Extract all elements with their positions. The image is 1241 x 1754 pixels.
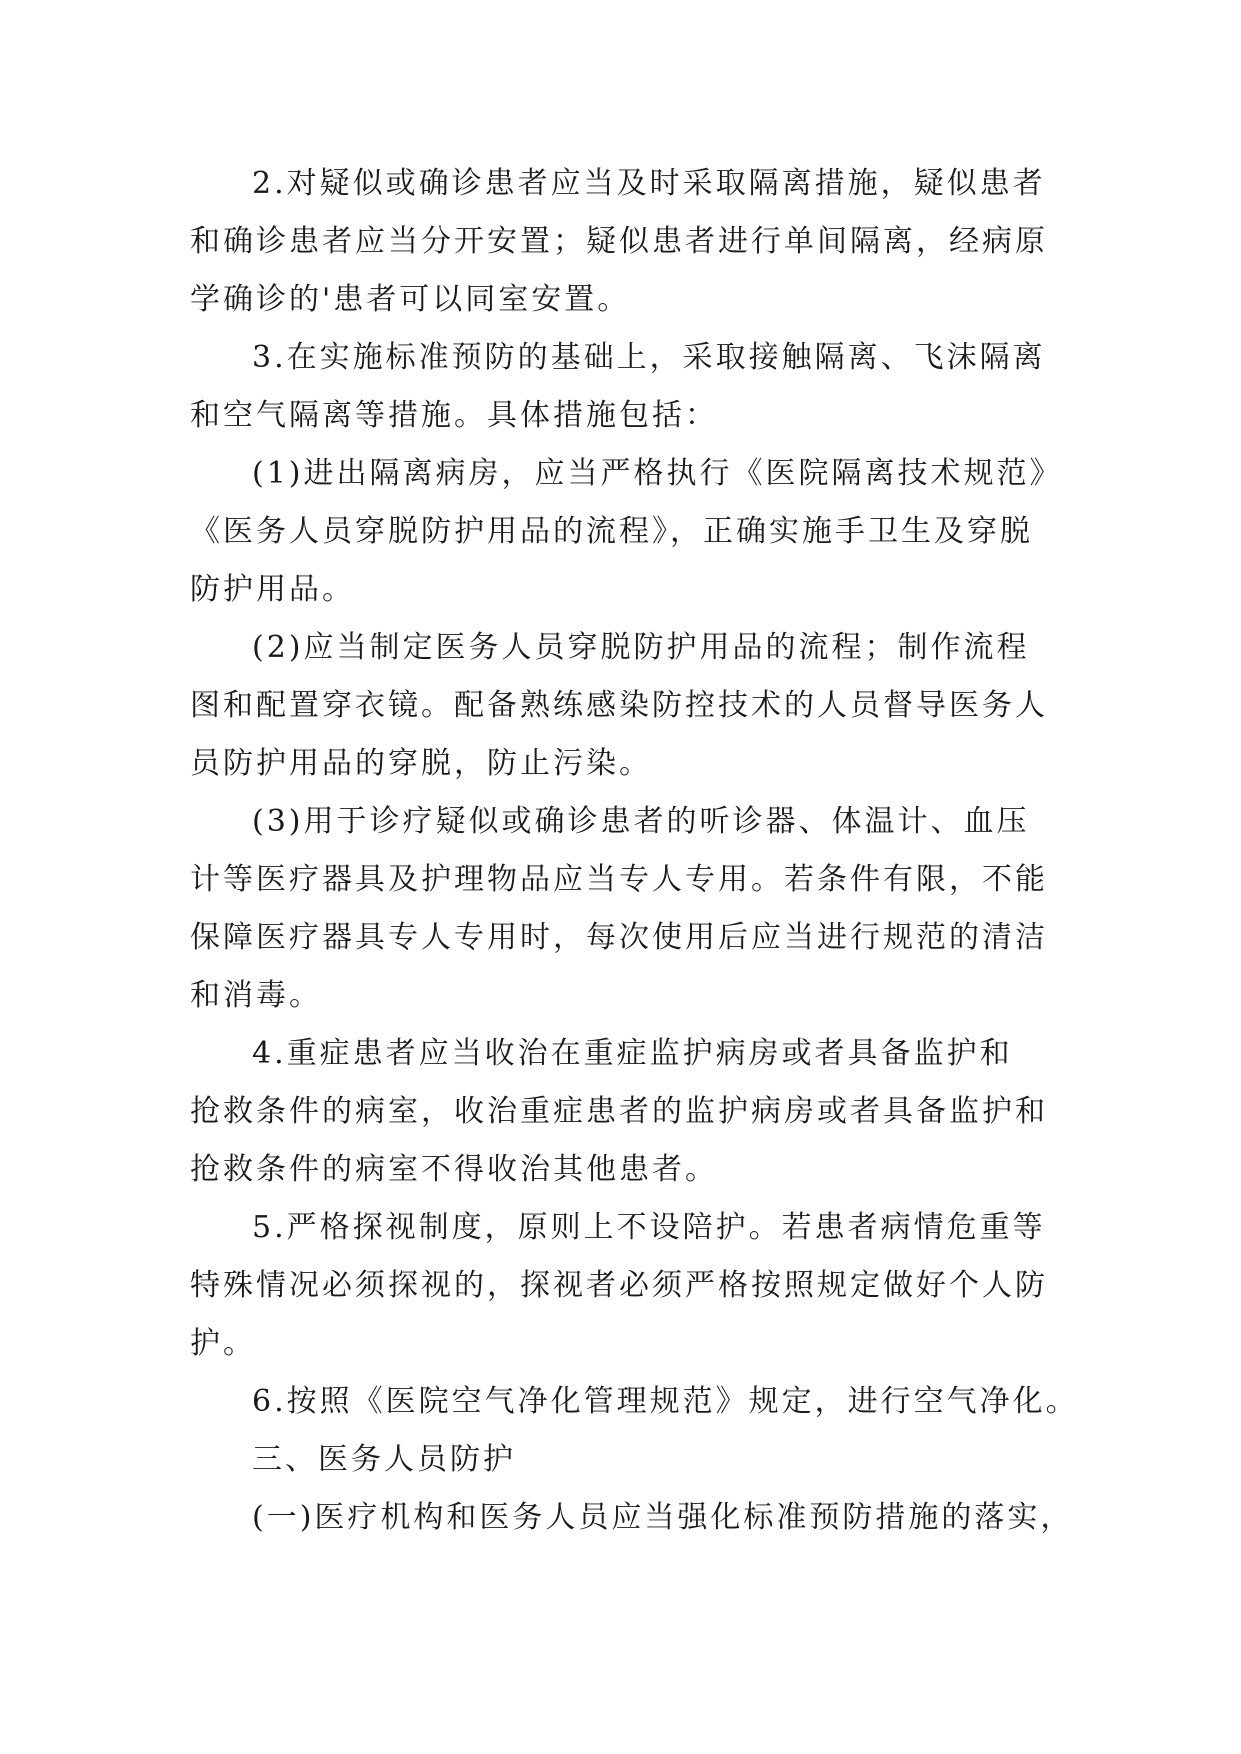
text-line: 5.严格探视制度，原则上不设陪护。若患者病情危重等 — [252, 1210, 1046, 1245]
text-line: (2)应当制定医务人员穿脱防护用品的流程；制作流程 — [252, 630, 1030, 665]
paragraph-item-3 — [190, 329, 1110, 445]
text-line: 抢救条件的病室不得收治其他患者。 — [190, 1152, 718, 1187]
section-heading — [190, 1431, 1110, 1489]
text-line: 和空气隔离等措施。具体措施包括： — [190, 398, 718, 433]
text-line: 学确诊的'患者可以同室安置。 — [190, 282, 631, 317]
paragraph-sub-1 — [190, 445, 1110, 619]
paragraph-sub-2 — [190, 619, 1110, 793]
text-line: 员防护用品的穿脱，防止污染。 — [190, 746, 652, 781]
document-body — [190, 155, 1110, 1547]
text-line: 6.按照《医院空气净化管理规范》规定，进行空气净化。 — [252, 1384, 1079, 1419]
paragraph-item-5 — [190, 1199, 1110, 1373]
paragraph-item-2 — [190, 155, 1110, 329]
text-line: 特殊情况必须探视的，探视者必须严格按照规定做好个人防 — [190, 1268, 1048, 1303]
paragraph-item-6 — [190, 1373, 1110, 1431]
text-line: 防护用品。 — [190, 572, 355, 607]
text-line: (1)进出隔离病房，应当严格执行《医院隔离技术规范》 — [252, 456, 1063, 491]
text-line: 三、医务人员防护 — [252, 1442, 516, 1477]
paragraph-subsection-1 — [190, 1489, 1110, 1547]
paragraph-sub-3 — [190, 793, 1110, 1025]
text-line: (3)用于诊疗疑似或确诊患者的听诊器、体温计、血压 — [252, 804, 1030, 839]
text-line: 和消毒。 — [190, 978, 322, 1013]
text-line: 计等医疗器具及护理物品应当专人专用。若条件有限，不能 — [190, 862, 1048, 897]
text-line: 护。 — [190, 1326, 256, 1361]
text-line: 抢救条件的病室，收治重症患者的监护病房或者具备监护和 — [190, 1094, 1048, 1129]
text-line: 《医务人员穿脱防护用品的流程》，正确实施手卫生及穿脱 — [190, 514, 1033, 549]
text-line: 2.对疑似或确诊患者应当及时采取隔离措施，疑似患者 — [252, 166, 1046, 201]
text-line: 和确诊患者应当分开安置；疑似患者进行单间隔离，经病原 — [190, 224, 1048, 259]
text-line: 4.重症患者应当收治在重症监护病房或者具备监护和 — [252, 1036, 1013, 1071]
text-line: 保障医疗器具专人专用时，每次使用后应当进行规范的清洁 — [190, 920, 1048, 955]
text-line: (一)医疗机构和医务人员应当强化标准预防措施的落实， — [252, 1500, 1074, 1535]
text-line: 图和配置穿衣镜。配备熟练感染防控技术的人员督导医务人 — [190, 688, 1048, 723]
text-line: 3.在实施标准预防的基础上，采取接触隔离、飞沫隔离 — [252, 340, 1046, 375]
paragraph-item-4 — [190, 1025, 1110, 1199]
